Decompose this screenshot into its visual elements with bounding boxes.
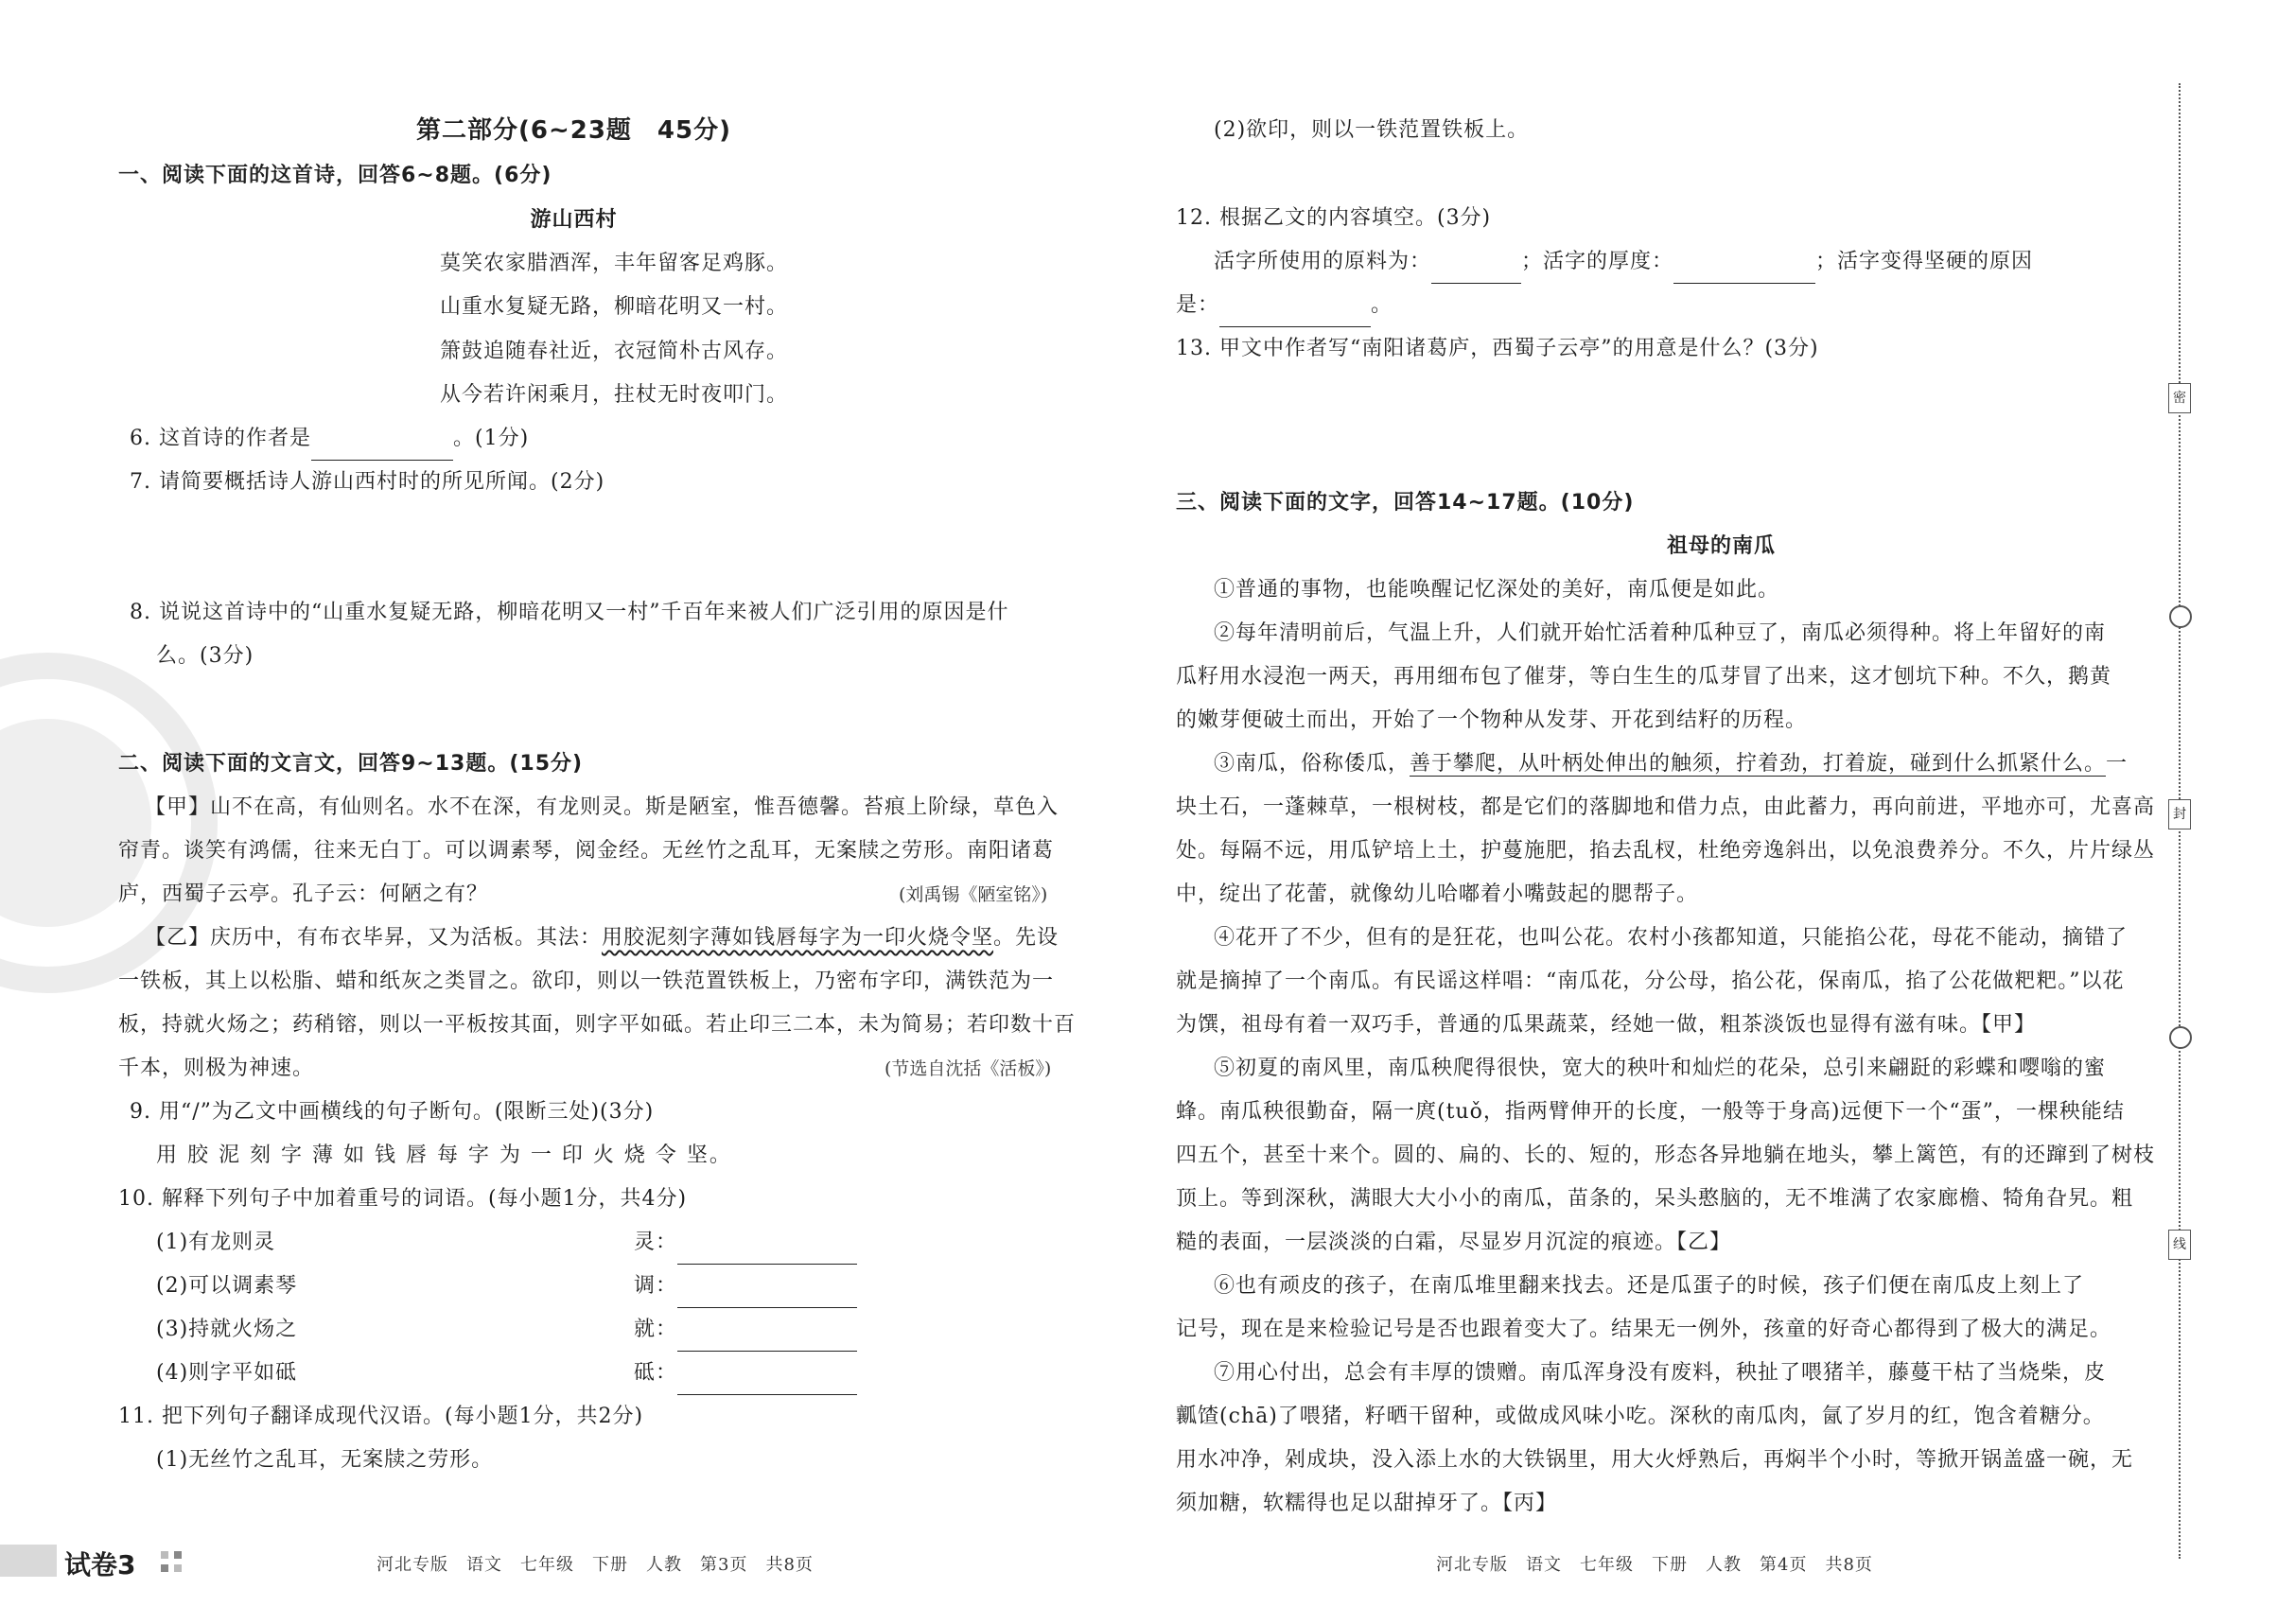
essay-p5-line: 蜂。南瓜秧很勤奋，隔一庹(tuǒ，指两臂伸开的长度，一般等于身高)远便下一个“蛋”，一棵秧能结 [1176, 1100, 2125, 1124]
essay-p4-line: ④花开了不少，但有的是狂花，也叫公花。农村小孩都知道，只能掐公花，母花不能动，摘错了 [1214, 926, 2129, 950]
q10-sentence: (3)持就火炀之 [156, 1318, 298, 1341]
passage-yi-line: 一铁板，其上以松脂、蜡和纸灰之类冒之。欲印，则以一铁范置铁板上，乃密布字印，满铁范为一 [118, 969, 1055, 993]
question-6 [130, 417, 529, 461]
q10-answer [634, 1221, 857, 1265]
question-12: 12. 根据乙文的内容填空。(3分) [1176, 206, 1492, 230]
passage-jia-line: 【甲】山不在高，有仙则名。水不在深，有龙则灵。斯是陋室，惟吾德馨。苔痕上阶绿，草色入 [145, 795, 1060, 819]
right-page [1148, 0, 2295, 1624]
poem-title: 游山西村 [530, 208, 618, 232]
binder-label: 密 [2168, 383, 2191, 413]
binder-hole [2169, 605, 2192, 628]
question-10: 10. 解释下列句子中加着重号的词语。(每小题1分，共4分) [118, 1187, 688, 1211]
essay-p6-line: 记号，现在是来检验记号是否也跟着变大了。结果无一例外，孩童的好奇心都得到了极大的满足。 [1176, 1318, 2112, 1341]
q10-answer [634, 1352, 857, 1395]
essay-p5-line: ⑤初夏的南风里，南瓜秧爬得很快，宽大的秧叶和灿烂的花朵，总引来翩跹的彩蝶和嘤嗡的蜜 [1214, 1056, 2107, 1080]
section-2-heading: 二、阅读下面的文言文，回答9~13题。(15分) [118, 752, 584, 776]
essay-p5-line: 糙的表面，一层淡淡的白霜，尽显岁月沉淀的痕迹。【乙】 [1176, 1231, 1732, 1254]
essay-p5-line: 四五个，甚至十来个。圆的、扁的、长的、短的，形态各异地躺在地头，攀上篱笆，有的还蹿到了树枝 [1176, 1144, 2156, 1167]
section-3-heading: 三、阅读下面的文字，回答14~17题。(10分) [1176, 491, 1635, 515]
binder-label: 封 [2168, 799, 2191, 829]
footer-info: 河北专版 语文 七年级 下册 人教 第3页 共8页 [377, 1555, 814, 1575]
essay-p2-line: 瓜籽用水浸泡一两天，再用细布包了催芽，等白生生的瓜芽冒了出来，这才刨坑下种。不久，鹅黄 [1176, 665, 2112, 689]
answer-blank-thickness[interactable] [1673, 254, 1815, 284]
poem-line: 莫笑农家腊酒浑，丰年留客足鸡豚。 [440, 252, 789, 275]
footer-info: 河北专版 语文 七年级 下册 人教 第4页 共8页 [1436, 1555, 1873, 1575]
essay-p7-line: 用水冲净，剁成块，没入添上水的大铁锅里，用大火烀熟后，再焖半个小时，等掀开锅盖盛一碗，无 [1176, 1448, 2134, 1472]
essay-underlined-sentence: 善于攀爬，从叶柄处伸出的触须，拧着劲，打着旋，碰到什么抓紧什么。 [1410, 752, 2107, 776]
essay-p4-line: 为馔，祖母有着一双巧手，普通的瓜果蔬菜，经她一做，粗茶淡饭也显得有滋有味。【甲】 [1176, 1013, 2037, 1037]
q10-sentence: (1)有龙则灵 [156, 1231, 276, 1254]
essay-text: ③南瓜，俗称倭瓜， [1214, 752, 1410, 776]
part-title: 第二部分(6~23题 45分) [415, 116, 731, 145]
question-9-sentence: 用 胶 泥 刻 字 薄 如 钱 唇 每 字 为 一 印 火 烧 令 坚。 [156, 1144, 732, 1167]
question-6-text: 6. 这首诗的作者是 [130, 427, 311, 450]
passage-yi-underlined-sentence: 用胶泥刻字薄如钱唇每字为一印火烧令坚 [602, 926, 994, 950]
q12-text: 是： [1176, 293, 1220, 317]
q10-word: 灵： [634, 1231, 678, 1254]
question-11: 11. 把下列句子翻译成现代汉语。(每小题1分，共2分) [118, 1405, 644, 1428]
q10-sentence: (4)则字平如砥 [156, 1361, 298, 1385]
binder-hole [2169, 1026, 2192, 1049]
binder-label: 线 [2168, 1230, 2191, 1260]
answer-blank[interactable] [677, 1235, 857, 1265]
passage-jia-line: 帘青。谈笑有鸿儒，往来无白丁。可以调素琴，阅金经。无丝竹之乱耳，无案牍之劳形。南阳诸葛 [118, 839, 1055, 863]
essay-p4-line: 就是摘掉了一个南瓜。有民谣这样唱：“南瓜花，分公母，掐公花，保南瓜，掐了公花做粑粑。”以花 [1176, 969, 2125, 993]
footer-bar [0, 1545, 57, 1577]
poem-line: 箫鼓追随春社近，衣冠简朴古风存。 [440, 340, 789, 363]
passage-yi-source: (节选自沈括《活板》) [885, 1058, 1052, 1079]
q10-word: 调： [634, 1274, 678, 1298]
passage-yi-text: 【乙】庆历中，有布衣毕昇，又为活板。其法： [145, 926, 603, 950]
essay-title: 祖母的南瓜 [1666, 534, 1776, 558]
answer-blank-author[interactable] [311, 431, 453, 461]
answer-blank[interactable] [677, 1366, 857, 1395]
essay-p2-line: 的嫩芽便破土而出，开始了一个物种从发芽、开花到结籽的历程。 [1176, 708, 1808, 732]
poem-line: 山重水复疑无路，柳暗花明又一村。 [440, 295, 789, 319]
q10-word: 就： [634, 1318, 678, 1341]
q12-text: ；活字的厚度： [1521, 250, 1674, 273]
passage-yi-line-1 [145, 917, 1059, 960]
q10-answer [634, 1265, 857, 1308]
passage-yi-line: 板，持就火炀之；药稍镕，则以一平板按其面，则字平如砥。若止印三二本，未为简易；若印数十百 [118, 1013, 1077, 1037]
q12-text: 活字所使用的原料为： [1214, 250, 1432, 273]
answer-blank[interactable] [677, 1322, 857, 1352]
essay-p3-line: 处。每隔不远，用瓜铲培上土，护蔓施肥，掐去乱杈，杜绝旁逸斜出，以免浪费养分。不久，片片绿丛 [1176, 839, 2156, 863]
q12-text: ；活字变得坚硬的原因 [1815, 250, 2034, 273]
question-9: 9. 用“/”为乙文中画横线的句子断句。(限断三处)(3分) [130, 1100, 655, 1124]
passage-yi-line: 千本，则极为神速。 [118, 1056, 315, 1080]
essay-p7-line: 瓤馇(chā)了喂猪，籽晒干留种，或做成风味小吃。深秋的南瓜肉，氤了岁月的红，饱含着糖分。 [1176, 1405, 2105, 1428]
q10-word: 砥： [634, 1361, 678, 1385]
answer-blank-material[interactable] [1431, 254, 1521, 284]
essay-p3-line: 块土石，一蓬棘草，一根树枝，都是它们的落脚地和借力点，由此蓄力，再向前进，平地亦可，尤喜高 [1176, 795, 2156, 819]
passage-yi-text: 。先设 [993, 926, 1060, 950]
essay-p5-line: 顶上。等到深秋，满眼大大小小的南瓜，苗条的，呆头憨脑的，无不堆满了农家廊檐、犄角旮旯。粗 [1176, 1187, 2134, 1211]
footer-decoration [161, 1551, 168, 1559]
question-6-points: 。(1分) [452, 427, 530, 450]
question-11-2: (2)欲印，则以一铁范置铁板上。 [1214, 118, 1530, 142]
footer-decoration [161, 1564, 168, 1572]
essay-p7-line: 须加糖，软糯得也足以甜掉牙了。【丙】 [1176, 1492, 1558, 1515]
passage-jia-source: (刘禹锡《陋室铭》) [899, 884, 1048, 905]
q10-sentence: (2)可以调素琴 [156, 1274, 298, 1298]
question-13: 13. 甲文中作者写“南阳诸葛庐，西蜀子云亭”的用意是什么？(3分) [1176, 337, 1819, 360]
question-12-fill-cont [1176, 284, 1393, 327]
essay-text: 一 [2106, 752, 2129, 776]
passage-jia-line: 庐，西蜀子云亭。孔子云：何陋之有？ [118, 882, 489, 906]
q12-text: 。 [1371, 293, 1393, 317]
section-1-heading: 一、阅读下面的这首诗，回答6~8题。(6分) [118, 164, 552, 187]
essay-paragraph-1: ①普通的事物，也能唤醒记忆深处的美好，南瓜便是如此。 [1214, 578, 1780, 602]
q10-answer [634, 1308, 857, 1352]
essay-p2-line: ②每年清明前后，气温上升，人们就开始忙活着种瓜种豆了，南瓜必须得种。将上年留好的南 [1214, 621, 2107, 645]
answer-blank[interactable] [677, 1279, 857, 1308]
essay-p6-line: ⑥也有顽皮的孩子，在南瓜堆里翻来找去。还是瓜蛋子的时候，孩子们便在南瓜皮上刻上了 [1214, 1274, 2085, 1298]
question-11-1: (1)无丝竹之乱耳，无案牍之劳形。 [156, 1448, 494, 1472]
answer-blank-reason[interactable] [1219, 298, 1371, 327]
footer-decoration [174, 1551, 182, 1559]
essay-p3-line: 中，绽出了花蕾，就像幼儿哈嘟着小嘴鼓起的腮帮子。 [1176, 882, 1699, 906]
footer-decoration [174, 1564, 182, 1572]
essay-p3-line-1 [1214, 742, 2128, 786]
essay-p7-line: ⑦用心付出，总会有丰厚的馈赠。南瓜浑身没有废料，秧扯了喂猪羊，藤蔓干枯了当烧柴，皮 [1214, 1361, 2107, 1385]
question-8: 8. 说说这首诗中的“山重水复疑无路，柳暗花明又一村”千百年来被人们广泛引用的原因是什 [130, 601, 1009, 624]
poem-line: 从今若许闲乘月，拄杖无时夜叩门。 [440, 383, 789, 407]
footer-label: 试卷3 [64, 1549, 136, 1580]
question-12-fill [1214, 240, 2033, 284]
question-7: 7. 请简要概括诗人游山西村时的所见所闻。(2分) [130, 470, 605, 494]
question-8-cont: 么。(3分) [156, 644, 254, 668]
